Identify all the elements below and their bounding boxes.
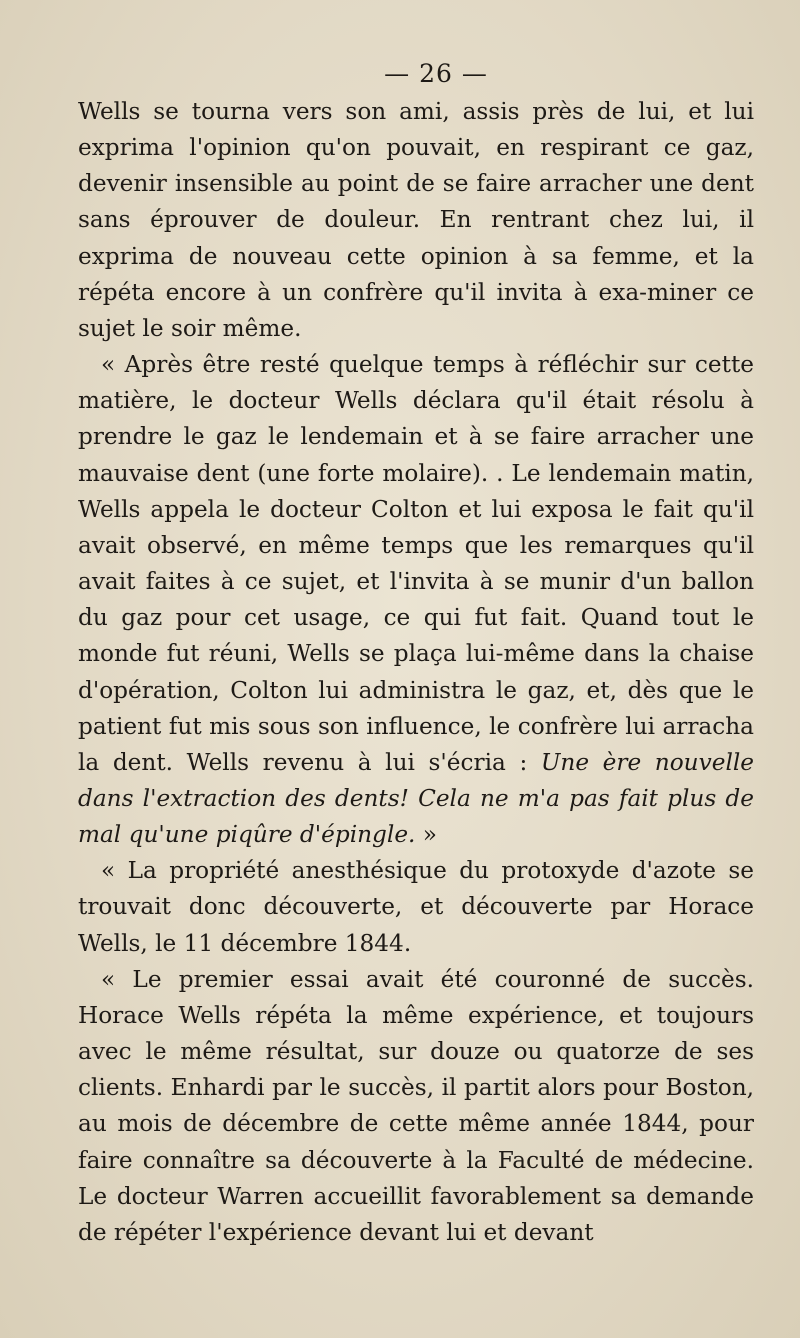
paragraph-2-text: « Après être resté quelque temps à réfléchir sur cette matière, le docteur Wells déclara qu'il était résolu à prendre le gaz le lendemain et à se faire arracher une mauvaise dent (une forte molaire). . Le lendemain matin, Wells appela le docteur Colton et lui exposa le fait qu'il avait observé, en même temps que les remarques qu'il avait faites à ce sujet, et l'invita à se munir d'un ballon du gaz pour cet usage, ce qui fut fait. Quand tout le monde fut réuni, Wells se plaça lui-même dans la chaise d'opération, Colton lui administra le gaz, et, dès que le patient fut mis sous son influence, le confrère lui arracha la dent. Wells revenu à lui s'écria : <box>78 351 754 776</box>
paragraph-4: « Le premier essai avait été couronné de succès. Horace Wells répéta la même expérience, et toujours avec le même résultat, sur douze ou quatorze de ses clients. Enhardi par le succès, il partit alors pour Boston, au mois de décembre de cette même année 1844, pour faire connaître sa découverte à la Faculté de médecine. Le docteur Warren accueillit favorablement sa demande de répéter l'expérience devant lui et devant <box>78 965 754 1246</box>
paragraph-3: « La propriété anesthésique du protoxyde d'azote se trouvait donc découverte, et découverte par Horace Wells, le 11 décembre 1844. <box>78 857 754 957</box>
book-page <box>78 58 754 1251</box>
paragraph-2-closing: » <box>415 821 437 849</box>
page-number: — 26 — <box>384 59 488 88</box>
paragraph-2 <box>78 347 754 853</box>
paragraph-2-italic-quote: Une ère nouvelle dans l'extraction des dents! Cela ne m'a pas fait plus de mal qu'une piqûre d'épingle. <box>78 748 754 849</box>
paragraph-1: Wells se tourna vers son ami, assis près de lui, et lui exprima l'opinion qu'on pouvait, en respirant ce gaz, devenir insensible au point de se faire arracher une dent sans éprouver de douleur. En rentrant chez lui, il exprima de nouveau cette opinion à sa femme, et la répéta encore à un confrère qu'il invita à exa-miner ce sujet le soir même. <box>78 98 754 342</box>
